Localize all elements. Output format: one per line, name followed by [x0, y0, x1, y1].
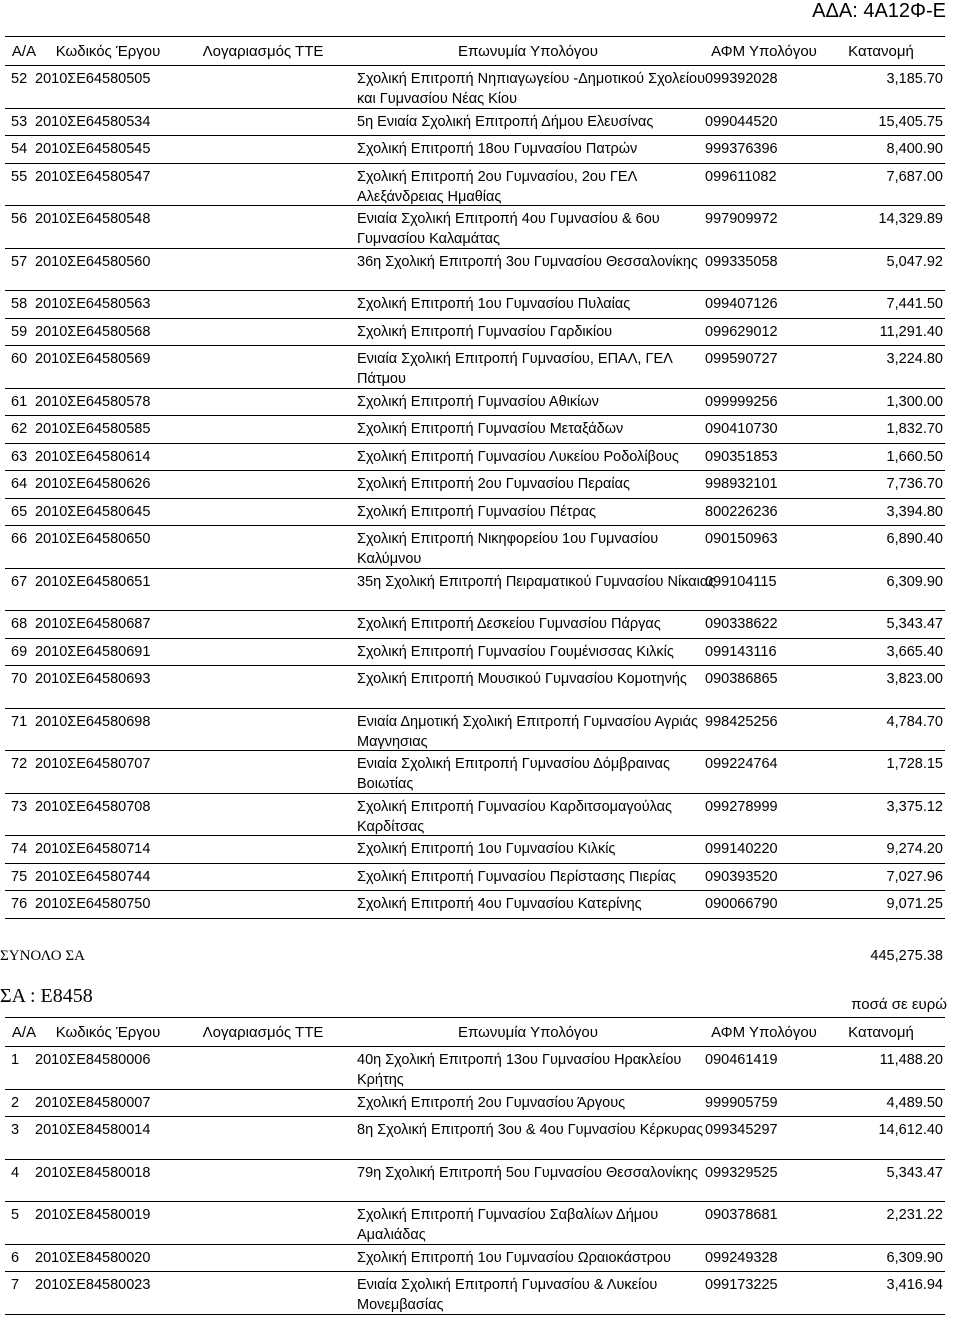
project-code: 2010ΣΕ64580714: [35, 841, 151, 857]
recipient-name: Σχολική Επιτροπή Γυμνασίου Γαρδικίου: [357, 323, 613, 340]
recipient-name: Σχολική Επιτροπή Νικηφορείου 1ου Γυμνασίου Καλύμνου: [357, 531, 659, 567]
allocation-amount: 9,274.20: [886, 841, 943, 857]
table-row: [5, 526, 945, 569]
tax-id: 099629012: [705, 323, 778, 340]
project-code: 2010ΣΕ84580007: [35, 1094, 151, 1111]
table-row: [5, 444, 945, 472]
table-header: [5, 36, 945, 66]
tax-id: 090378681: [705, 1207, 778, 1223]
row-number: 74: [11, 841, 28, 857]
tax-id: 090393520: [705, 868, 778, 885]
allocation-amount: 2,231.22: [886, 1207, 943, 1223]
project-code: 2010ΣΕ64580650: [35, 531, 151, 547]
tax-id: 998932101: [705, 476, 778, 492]
allocation-amount: 6,309.90: [886, 573, 943, 590]
row-number: 62: [11, 421, 28, 437]
table-body: [5, 66, 945, 919]
allocation-amount: 15,405.75: [878, 113, 943, 130]
project-code: 2010ΣΕ64580651: [35, 573, 151, 590]
allocation-amount: 3,224.80: [886, 351, 943, 367]
recipient-name: Σχολική Επιτροπή 18ου Γυμνασίου Πατρών: [357, 141, 638, 157]
recipient-name: Ενιαία Σχολική Επιτροπή Γυμνασίου Δόμβραινας Βοιωτίας: [357, 756, 670, 792]
row-number: 7: [11, 1277, 20, 1293]
allocation-amount: 9,071.25: [886, 896, 943, 912]
row-number: 76: [11, 896, 28, 912]
row-number: 64: [11, 476, 28, 492]
table-row: [5, 794, 945, 837]
tax-id: 090410730: [705, 421, 778, 437]
recipient-name: Σχολική Επιτροπή 2ου Γυμνασίου, 2ου ΓΕΛ Αλεξάνδρειας Ημαθίας: [357, 168, 637, 205]
total-label: ΣΥΝΟΛΟ ΣΑ: [0, 948, 85, 964]
recipient-name: Σχολική Επιτροπή 2ου Γυμνασίου Άργους: [357, 1094, 626, 1111]
recipient-name: Σχολική Επιτροπή Γυμνασίου Μεταξάδων: [357, 421, 624, 437]
tax-id: 099611082: [705, 168, 777, 185]
project-code: 2010ΣΕ64580614: [35, 448, 151, 465]
row-number: 6: [11, 1249, 20, 1266]
recipient-name: 40η Σχολική Επιτροπή 13ου Γυμνασίου Ηρακλείου Κρήτης: [357, 1052, 682, 1088]
table-row: [5, 164, 945, 207]
table-row: [5, 1117, 945, 1160]
col-afm: ΑΦΜ Υπολόγου: [711, 1023, 817, 1041]
row-number: 68: [11, 616, 28, 632]
col-account: Λογαριασμός ΤΤΕ: [202, 1023, 324, 1041]
table-row: [5, 66, 945, 109]
project-code: 2010ΣΕ64580626: [35, 476, 151, 492]
table-row: [5, 751, 945, 794]
table-row: [5, 611, 945, 639]
allocation-amount: 4,784.70: [886, 713, 943, 730]
recipient-name: Ενιαία Δημοτική Σχολική Επιτροπή Γυμνασίου Αγριάς Μαγνησιας: [357, 713, 699, 750]
recipient-name: 5η Ενιαία Σχολική Επιτροπή Δήμου Ελευσίνας: [357, 113, 654, 130]
row-number: 73: [11, 798, 28, 815]
col-code: Κωδικός Έργου: [55, 1023, 161, 1041]
allocation-table-2: [5, 1017, 945, 1315]
recipient-name: Σχολική Επιτροπή 1ου Γυμνασίου Ωραιοκάστρου: [357, 1249, 671, 1266]
tax-id: 999376396: [705, 141, 778, 157]
recipient-name: 8η Σχολική Επιτροπή 3ου & 4ου Γυμνασίου Κέρκυρας: [357, 1122, 703, 1138]
tax-id: 800226236: [705, 503, 778, 520]
unit-note: ποσά σε ευρώ: [851, 996, 947, 1013]
row-number: 3: [11, 1122, 20, 1138]
recipient-name: Σχολική Επιτροπή Γυμνασίου Αθικίων: [357, 393, 599, 410]
allocation-amount: 5,047.92: [886, 253, 943, 270]
table-row: [5, 291, 945, 319]
allocation-amount: 7,736.70: [886, 476, 943, 492]
row-number: 60: [11, 351, 28, 367]
table-row: [5, 319, 945, 347]
project-code: 2010ΣΕ64580548: [35, 211, 151, 227]
recipient-name: Σχολική Επιτροπή Γυμνασίου Πέτρας: [357, 503, 596, 520]
row-number: 54: [11, 141, 28, 157]
tax-id: 090338622: [705, 616, 778, 632]
tax-id: 099329525: [705, 1164, 778, 1181]
recipient-name: Ενιαία Σχολική Επιτροπή Γυμνασίου & Λυκείου Μονεμβασίας: [357, 1277, 658, 1313]
allocation-amount: 1,300.00: [886, 393, 943, 410]
recipient-name: Σχολική Επιτροπή 2ου Γυμνασίου Περαίας: [357, 476, 630, 492]
allocation-amount: 11,488.20: [879, 1052, 943, 1068]
recipient-name: Σχολική Επιτροπή Δεσκείου Γυμνασίου Πάργας: [357, 616, 661, 632]
allocation-table-1: [5, 36, 945, 919]
tax-id: 090351853: [705, 448, 778, 465]
project-code: 2010ΣΕ84580014: [35, 1122, 151, 1138]
project-code: 2010ΣΕ84580018: [35, 1164, 151, 1181]
recipient-name: 79η Σχολική Επιτροπή 5ου Γυμνασίου Θεσσαλονίκης: [357, 1164, 698, 1181]
row-number: 57: [11, 253, 28, 270]
recipient-name: Σχολική Επιτροπή Γυμνασίου Λυκείου Ροδολίβους: [357, 448, 679, 465]
project-code: 2010ΣΕ64580744: [35, 868, 151, 885]
row-number: 65: [11, 503, 28, 520]
row-number: 71: [11, 713, 28, 730]
row-number: 4: [11, 1164, 20, 1181]
project-code: 2010ΣΕ64580691: [35, 643, 151, 660]
tax-id: 090461419: [705, 1052, 778, 1068]
col-amount: Κατανομή: [848, 1023, 914, 1041]
col-aa: Α/Α: [11, 1023, 37, 1041]
project-code: 2010ΣΕ64580563: [35, 296, 151, 312]
project-code: 2010ΣΕ84580006: [35, 1052, 151, 1068]
allocation-amount: 1,660.50: [886, 448, 943, 465]
row-number: 59: [11, 323, 28, 340]
allocation-amount: 7,687.00: [886, 168, 943, 185]
tax-id: 099999256: [705, 393, 778, 410]
table-row: [5, 1272, 945, 1315]
row-number: 2: [11, 1094, 20, 1111]
project-code: 2010ΣΕ84580023: [35, 1277, 151, 1293]
recipient-name: Ενιαία Σχολική Επιτροπή Γυμνασίου, ΕΠΑΛ, ΓΕΛ Πάτμου: [357, 351, 672, 387]
table-row: [5, 569, 945, 612]
row-number: 72: [11, 756, 28, 772]
allocation-amount: 1,832.70: [886, 421, 943, 437]
table-row: [5, 416, 945, 444]
row-number: 58: [11, 296, 28, 312]
table-row: [5, 639, 945, 667]
table-row: [5, 471, 945, 499]
tax-id: 090066790: [705, 896, 778, 912]
recipient-name: Σχολική Επιτροπή 4ου Γυμνασίου Κατερίνης: [357, 896, 642, 912]
table-row: [5, 249, 945, 292]
section-title: ΣΑ : Ε8458: [0, 985, 93, 1007]
recipient-name: 35η Σχολική Επιτροπή Πειραματικού Γυμνασίου Νίκαιας: [357, 573, 716, 590]
project-code: 2010ΣΕ64580505: [35, 71, 151, 87]
project-code: 2010ΣΕ64580569: [35, 351, 151, 367]
recipient-name: Σχολική Επιτροπή 1ου Γυμνασίου Πυλαίας: [357, 296, 631, 312]
tax-id: 099278999: [705, 798, 778, 815]
allocation-amount: 3,665.40: [886, 643, 943, 660]
allocation-amount: 5,343.47: [886, 616, 943, 632]
project-code: 2010ΣΕ64580547: [35, 168, 151, 185]
project-code: 2010ΣΕ64580687: [35, 616, 151, 632]
allocation-amount: 14,612.40: [878, 1122, 943, 1138]
project-code: 2010ΣΕ64580545: [35, 141, 151, 157]
row-number: 66: [11, 531, 28, 547]
row-number: 61: [11, 393, 28, 410]
col-afm: ΑΦΜ Υπολόγου: [711, 42, 817, 60]
allocation-amount: 3,823.00: [886, 671, 943, 687]
tax-id: 099143116: [705, 643, 777, 660]
table-row: [5, 864, 945, 892]
row-number: 5: [11, 1207, 20, 1223]
allocation-amount: 5,343.47: [886, 1164, 943, 1181]
table-row: [5, 1245, 945, 1273]
row-number: 1: [11, 1052, 20, 1068]
tax-id: 099224764: [705, 756, 778, 772]
project-code: 2010ΣΕ64580693: [35, 671, 151, 687]
project-code: 2010ΣΕ84580019: [35, 1207, 151, 1223]
allocation-amount: 6,309.90: [886, 1249, 943, 1266]
table-row: [5, 891, 945, 919]
tax-id: 099044520: [705, 113, 778, 130]
row-number: 55: [11, 168, 28, 185]
recipient-name: 36η Σχολική Επιτροπή 3ου Γυμνασίου Θεσσαλονίκης: [357, 253, 698, 270]
tax-id: 099392028: [705, 71, 778, 87]
tax-id: 090386865: [705, 671, 778, 687]
col-amount: Κατανομή: [848, 42, 914, 60]
recipient-name: Σχολική Επιτροπή Γυμνασίου Σαβαλίων Δήμου Αμαλιάδας: [357, 1207, 659, 1243]
recipient-name: Σχολική Επιτροπή Νηπιαγωγείου -Δημοτικού Σχολείου και Γυμνασίου Νέας Κίου: [357, 71, 706, 107]
allocation-amount: 11,291.40: [879, 323, 943, 340]
table-row: [5, 1047, 945, 1090]
allocation-amount: 8,400.90: [886, 141, 943, 157]
table-row: [5, 206, 945, 249]
allocation-amount: 3,375.12: [886, 798, 943, 815]
allocation-amount: 14,329.89: [878, 211, 943, 227]
table-row: [5, 109, 945, 137]
table-row: [5, 836, 945, 864]
row-number: 53: [11, 113, 28, 130]
row-number: 67: [11, 573, 28, 590]
row-number: 52: [11, 71, 28, 87]
project-code: 2010ΣΕ64580568: [35, 323, 151, 340]
recipient-name: Σχολική Επιτροπή Γυμνασίου Περίστασης Πιερίας: [357, 868, 676, 885]
recipient-name: Σχολική Επιτροπή Γυμνασίου Γουμένισσας Κιλκίς: [357, 643, 674, 660]
table-row: [5, 1090, 945, 1118]
allocation-amount: 3,185.70: [886, 71, 943, 87]
project-code: 2010ΣΕ84580020: [35, 1249, 151, 1266]
col-name: Επωνυμία Υπολόγου: [458, 1023, 598, 1041]
allocation-amount: 1,728.15: [886, 756, 943, 772]
col-account: Λογαριασμός ΤΤΕ: [202, 42, 324, 60]
table-row: [5, 1160, 945, 1203]
project-code: 2010ΣΕ64580585: [35, 421, 151, 437]
col-name: Επωνυμία Υπολόγου: [458, 42, 598, 60]
document-code: ΑΔΑ: 4Α12Φ-Ε: [812, 0, 946, 22]
table-row: [5, 1202, 945, 1245]
project-code: 2010ΣΕ64580578: [35, 393, 151, 410]
allocation-amount: 7,027.96: [886, 868, 943, 885]
allocation-amount: 3,416.94: [886, 1277, 943, 1293]
project-code: 2010ΣΕ64580534: [35, 113, 151, 130]
col-code: Κωδικός Έργου: [55, 42, 161, 60]
recipient-name: Σχολική Επιτροπή Μουσικού Γυμνασίου Κομοτηνής: [357, 671, 687, 687]
tax-id: 997909972: [705, 211, 778, 227]
table-row: [5, 709, 945, 752]
table-row: [5, 389, 945, 417]
tax-id: 998425256: [705, 713, 778, 730]
recipient-name: Σχολική Επιτροπή 1ου Γυμνασίου Κιλκίς: [357, 841, 616, 857]
recipient-name: Ενιαία Σχολική Επιτροπή 4ου Γυμνασίου & 6ου Γυμνασίου Καλαμάτας: [357, 211, 660, 247]
table-row: [5, 136, 945, 164]
row-number: 56: [11, 211, 28, 227]
allocation-amount: 7,441.50: [886, 296, 943, 312]
tax-id: 099249328: [705, 1249, 778, 1266]
tax-id: 099345297: [705, 1122, 778, 1138]
table-row: [5, 499, 945, 527]
total-value: 445,275.38: [870, 948, 943, 964]
tax-id: 099335058: [705, 253, 778, 270]
table-header: [5, 1017, 945, 1047]
row-number: 75: [11, 868, 28, 885]
project-code: 2010ΣΕ64580750: [35, 896, 151, 912]
recipient-name: Σχολική Επιτροπή Γυμνασίου Καρδιτσομαγούλας Καρδίτσας: [357, 798, 673, 835]
table-row: [5, 666, 945, 709]
project-code: 2010ΣΕ64580560: [35, 253, 151, 270]
allocation-amount: 4,489.50: [886, 1094, 943, 1111]
tax-id: 099407126: [705, 296, 778, 312]
row-number: 69: [11, 643, 28, 660]
row-number: 70: [11, 671, 28, 687]
tax-id: 099590727: [705, 351, 778, 367]
tax-id: 099173225: [705, 1277, 778, 1293]
project-code: 2010ΣΕ64580708: [35, 798, 151, 815]
allocation-amount: 6,890.40: [886, 531, 943, 547]
row-number: 63: [11, 448, 28, 465]
table-row: [5, 346, 945, 389]
tax-id: 999905759: [705, 1094, 778, 1111]
table-body: [5, 1047, 945, 1315]
project-code: 2010ΣΕ64580698: [35, 713, 151, 730]
col-aa: Α/Α: [11, 42, 37, 60]
tax-id: 099104115: [705, 573, 777, 590]
project-code: 2010ΣΕ64580707: [35, 756, 151, 772]
tax-id: 090150963: [705, 531, 778, 547]
tax-id: 099140220: [705, 841, 778, 857]
allocation-amount: 3,394.80: [886, 503, 943, 520]
project-code: 2010ΣΕ64580645: [35, 503, 151, 520]
